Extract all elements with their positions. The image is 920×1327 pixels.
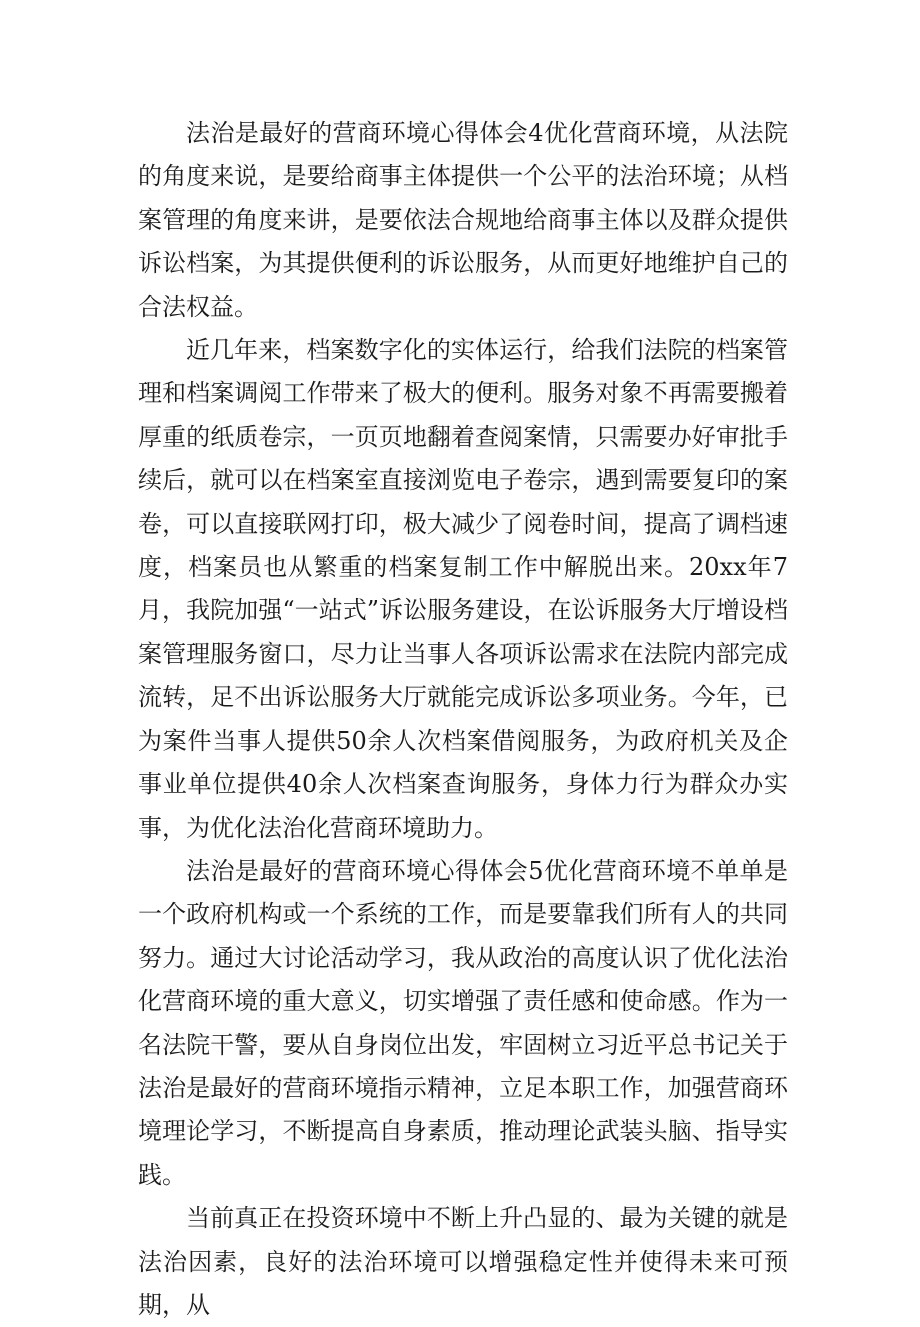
paragraph-4: 当前真正在投资环境中不断上升凸显的、最为关键的就是法治因素，良好的法治环境可以增强稳定性并使得未来可预期，从 — [138, 1204, 788, 1319]
paragraph-1: 法治是最好的营商环境心得体会4优化营商环境，从法院的角度来说，是要给商事主体提供一个公平的法治环境；从档案管理的角度来讲，是要依法合规地给商事主体以及群众提供诉讼档案，为其提供便利的诉讼服务，从而更好地维护自己的合法权益。 — [138, 119, 788, 321]
document-body — [138, 112, 788, 1327]
paragraph-3: 法治是最好的营商环境心得体会5优化营商环境不单单是一个政府机构或一个系统的工作，而是要靠我们所有人的共同努力。通过大讨论活动学习，我从政治的高度认识了优化法治化营商环境的重大意义，切实增强了责任感和使命感。作为一名法院干警，要从自身岗位出发，牢固树立习近平总书记关于法治是最好的营商环境指示精神，立足本职工作，加强营商环境理论学习，不断提高自身素质，推动理论武装头脑、指导实践。 — [138, 856, 788, 1189]
paragraph-2: 近几年来，档案数字化的实体运行，给我们法院的档案管理和档案调阅工作带来了极大的便利。服务对象不再需要搬着厚重的纸质卷宗，一页页地翻着查阅案情，只需要办好审批手续后，就可以在档案室直接浏览电子卷宗，遇到需要复印的案卷，可以直接联网打印，极大减少了阅卷时间，提高了调档速度，档案员也从繁重的档案复制工作中解脱出来。20xx年7月，我院加强“一站式”诉讼服务建设，在讼诉服务大厅增设档案管理服务窗口，尽力让当事人各项诉讼需求在法院内部完成流转，足不出诉讼服务大厅就能完成诉讼多项业务。今年，已为案件当事人提供50余人次档案借阅服务，为政府机关及企事业单位提供40余人次档案查询服务，身体力行为群众办实事，为优化法治化营商环境助力。 — [138, 336, 788, 842]
